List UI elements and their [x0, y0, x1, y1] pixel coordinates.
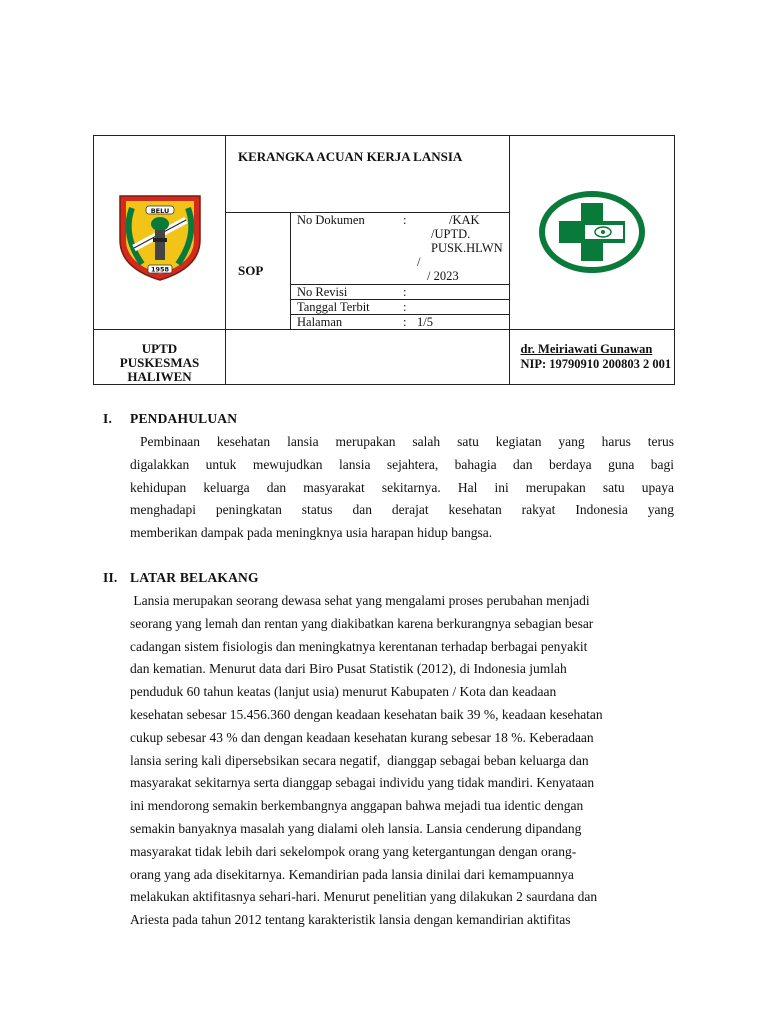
doc-number-line: PUSK.HLWN [431, 241, 503, 255]
paragraph-line: digalakkan untuk mewujudkan lansia sejahtera, bahagia dan berdaya guna bagi [130, 456, 674, 472]
paragraph-line: seorang yang lemah dan rentan yang diakibatkan karena berkurangnya sebagian besar [130, 615, 594, 631]
field-row-no-revisi [291, 284, 509, 299]
section-number: II. [103, 570, 118, 585]
field-key: No Dokumen [291, 213, 400, 284]
section-heading-latar-belakang [103, 570, 259, 586]
field-key: Halaman [297, 314, 343, 329]
paragraph-line: lansia sering kali dipersebsikan secara negatif, dianggap sebagai beban keluarga dan [130, 752, 589, 768]
field-row-tanggal-terbit [291, 299, 509, 314]
regency-logo-cell [94, 136, 226, 330]
section-number: I. [103, 411, 113, 426]
org-line: HALIWEN [127, 368, 192, 384]
section-body-latar-belakang [130, 590, 674, 932]
signer-name: dr. Meiriawati Gunawan [520, 341, 653, 356]
signer-nip: NIP: 19790910 200803 2 001 [520, 356, 672, 371]
field-value [414, 284, 509, 299]
svg-text:1958: 1958 [150, 265, 169, 274]
signer-block [510, 329, 675, 384]
section-title: PENDAHULUAN [130, 411, 238, 426]
doc-number-line: /UPTD. [431, 227, 471, 241]
puskesmas-logo-cell [510, 136, 675, 330]
paragraph-line: kesehatan sebesar 15.456.360 dengan keadaan kesehatan baik 39 %, keadaan kesehatan [130, 706, 603, 722]
field-colon: : [400, 213, 414, 284]
field-value: 1/5 [417, 314, 433, 329]
document-header-table [93, 135, 675, 385]
field-colon: : [400, 299, 414, 314]
organization-name [94, 329, 226, 384]
field-row-no-dokumen [291, 213, 509, 284]
paragraph-line: semakin banyaknya masalah yang dialami oleh lansia. Lansia cenderung dipandang [130, 820, 582, 836]
paragraph-line: penduduk 60 tahun keatas (lanjut usia) menurut Kabupaten / Kota dan keadaan [130, 684, 557, 700]
doc-number-line: /KAK [449, 213, 480, 227]
field-row-halaman [291, 314, 509, 329]
sop-label: SOP [226, 213, 291, 330]
paragraph-line: cukup sebesar 43 % dan dengan keadaan kesehatan kurang sebesar 18 %. Keberadaan [130, 729, 594, 745]
field-value [414, 213, 509, 284]
paragraph-line: dan kematian. Menurut data dari Biro Pusat Statistik (2012), di Indonesia jumlah [130, 661, 567, 677]
paragraph-line: menghadapi peningkatan status dan derajat kesehatan rakyat Indonesia yang [130, 502, 674, 518]
doc-number-line: / 2023 [427, 269, 459, 283]
section-title: LATAR BELAKANG [130, 570, 259, 585]
document-fields [291, 213, 509, 329]
section-body-pendahuluan [130, 431, 674, 545]
paragraph-line: kehidupan keluarga dan masyarakat sekitarnya. Hal ini merupakan satu upaya [130, 479, 674, 495]
paragraph-line: Ariesta pada tahun 2012 tentang karakteristik lansia dengan kemandirian aktifitas [130, 912, 571, 928]
field-key: Tanggal Terbit [291, 299, 400, 314]
field-colon: : [403, 314, 407, 329]
paragraph-line: masyarakat tidak lebih dari sekelompok orang yang ketergantungan dengan orang- [130, 843, 577, 859]
empty-cell [226, 329, 510, 384]
paragraph-line: ini mendorong semakin berkembangnya anggapan bahwa mejadi tua identic dengan [130, 798, 584, 814]
paragraph-line: masyarakat sekitarnya serta dianggap sebagai individu yang tidak mandiri. Kenyataan [130, 775, 595, 791]
document-title: KERANGKA ACUAN KERJA LANSIA [238, 149, 463, 164]
puskesmas-cross-logo-icon [539, 191, 645, 273]
paragraph-line: Pembinaan kesehatan lansia merupakan salah satu kegiatan yang harus terus [140, 434, 674, 449]
title-cell [226, 136, 510, 213]
field-value [414, 299, 509, 314]
svg-text:BELU: BELU [150, 207, 169, 216]
paragraph-line: memberikan dampak pada meningknya usia harapan hidup bangsa. [130, 525, 493, 541]
org-line: PUSKESMAS [119, 354, 200, 370]
belu-regency-emblem-icon [112, 190, 208, 282]
org-line: UPTD [141, 340, 178, 356]
field-colon: : [400, 284, 414, 299]
paragraph-line: cadangan sistem fisiologis dan meningkatnya kerentanan terhadap berbagai penyakit [130, 638, 588, 654]
paragraph-line: melakukan aktifitasnya sehari-hari. Menurut penelitian yang dilakukan 2 saurdana dan [130, 889, 598, 905]
paragraph-line: orang yang ada disekitarnya. Kemandirian pada lansia dinilai dari kemampuannya [130, 866, 574, 882]
doc-number-line: / [417, 255, 421, 269]
paragraph-line: Lansia merupakan seorang dewasa sehat yang mengalami proses perubahan menjadi [130, 593, 590, 608]
field-key: No Revisi [291, 284, 400, 299]
document-fields-cell [291, 213, 510, 330]
section-heading-pendahuluan [103, 411, 237, 427]
